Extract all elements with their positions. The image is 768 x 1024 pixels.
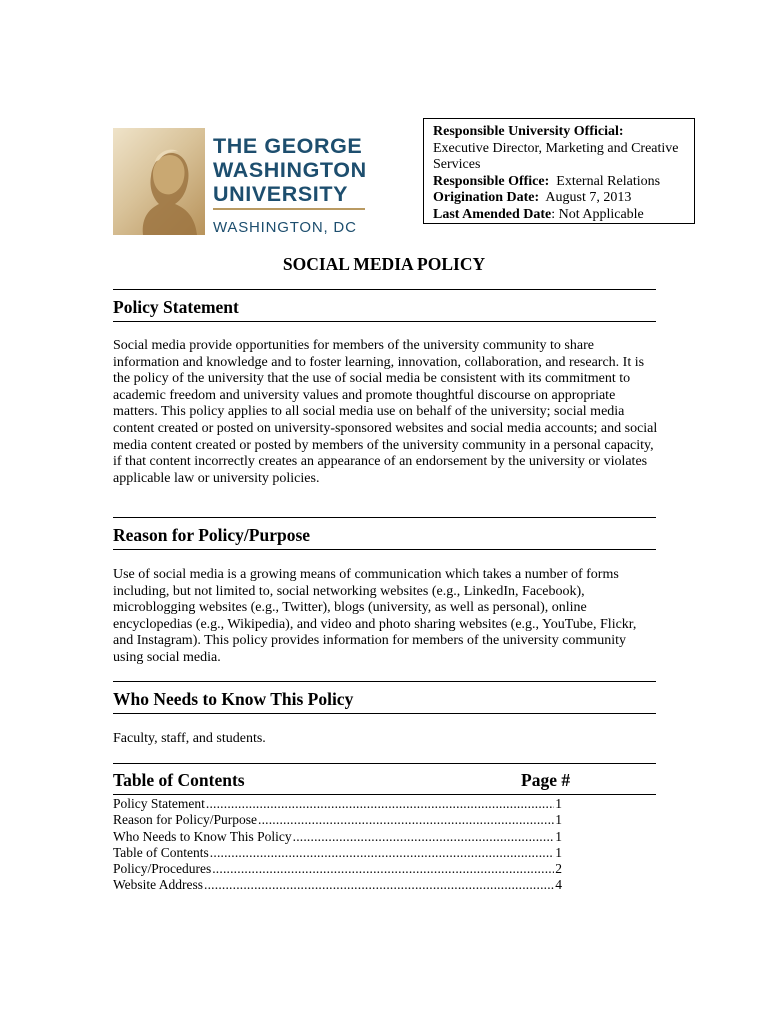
toc-leader (293, 829, 555, 845)
toc-leader (212, 861, 554, 877)
toc-entry-page: 1 (555, 828, 562, 844)
office-label: Responsible Office: (433, 173, 550, 189)
reason-body: Use of social media is a growing means of communication which takes a number of forms including, but not limited to, social networking websites (e.g., LinkedIn, Facebook), microblogging websites (e.g., Twitter), blogs (university, as well as personal), online encyclopedias (e.g., Wikipedia), and video and photo sharing websites (e.g., YouTube, Flickr, and Instagram). This policy provides information for members of the university community using social media. (113, 567, 637, 665)
amended-label: Last Amended Date (433, 206, 552, 222)
origination-label: Origination Date: (433, 190, 540, 206)
toc-entry[interactable] (113, 877, 562, 893)
section-divider (113, 289, 656, 290)
toc-leader (206, 796, 554, 812)
table-of-contents (113, 796, 562, 894)
washington-portrait-icon (113, 128, 205, 235)
section-divider (113, 713, 656, 714)
page-title: SOCIAL MEDIA POLICY (282, 254, 486, 274)
office-value: External Relations (556, 173, 661, 189)
toc-entry-label: Website Address (113, 877, 204, 893)
toc-entry-label: Table of Contents (113, 844, 209, 860)
origination-value: August 7, 2013 (545, 190, 632, 206)
section-divider (113, 517, 656, 518)
section-divider (113, 321, 656, 322)
toc-leader (210, 845, 554, 861)
toc-entry-label: Policy/Procedures (113, 861, 212, 877)
office-row (433, 174, 687, 191)
toc-heading: Table of Contents (113, 770, 245, 790)
policy-statement-body: Social media provide opportunities for members of the university community to share information and knowledge and to foster learning, innovation, collaboration, and research. It is the policy of the university that the use of social media be consistent with its commitment to academic freedom and university values and promote thoughtful discourse on appropriate matters. This policy applies to all social media use on behalf of the university; social media content created or posted on university-sponsored websites and social media accounts; and social media content created or posted by members of the university community in a personal capacity, if that content incorrectly creates an appearance of an endorsement by the university or violates applicable law or university policies. (113, 338, 658, 486)
toc-entry-page: 1 (555, 812, 562, 828)
toc-entry[interactable] (113, 796, 562, 812)
origination-row (433, 190, 687, 207)
section-divider (113, 681, 656, 682)
toc-entry[interactable] (113, 861, 562, 877)
reason-heading: Reason for Policy/Purpose (113, 525, 311, 545)
policy-statement-heading: Policy Statement (113, 297, 239, 317)
toc-entry-page: 1 (555, 844, 562, 860)
university-logo (113, 128, 365, 238)
logo-location: WASHINGTON, DC (213, 219, 357, 236)
section-divider (113, 763, 656, 764)
toc-entry-label: Reason for Policy/Purpose (113, 812, 257, 828)
official-label: Responsible University Official: (433, 124, 624, 139)
toc-leader (258, 812, 554, 828)
toc-entry-label: Policy Statement (113, 796, 205, 811)
toc-leader (204, 877, 554, 893)
section-divider (113, 549, 656, 550)
logo-divider (213, 208, 365, 210)
toc-entry-label: Who Needs to Know This Policy (113, 828, 292, 844)
logo-line-1: THE GEORGE (213, 134, 363, 158)
toc-entry-page: 4 (555, 877, 562, 893)
section-divider (113, 794, 656, 795)
toc-entry[interactable] (113, 812, 562, 828)
toc-entry-page: 1 (555, 796, 562, 811)
who-body: Faculty, staff, and students. (113, 731, 266, 746)
logo-line-2: WASHINGTON (213, 158, 367, 182)
official-row (433, 124, 687, 141)
amended-value: : Not Applicable (551, 206, 644, 222)
who-heading: Who Needs to Know This Policy (113, 689, 354, 709)
toc-entry-page: 2 (555, 861, 562, 877)
official-value: Executive Director, Marketing and Creative Services (433, 140, 679, 173)
toc-entry[interactable] (113, 829, 562, 845)
policy-info-box (423, 118, 695, 224)
amended-row (433, 207, 687, 224)
logo-line-3: UNIVERSITY (213, 182, 349, 206)
university-name (213, 134, 367, 206)
toc-page-label: Page # (521, 770, 571, 790)
toc-entry[interactable] (113, 845, 562, 861)
